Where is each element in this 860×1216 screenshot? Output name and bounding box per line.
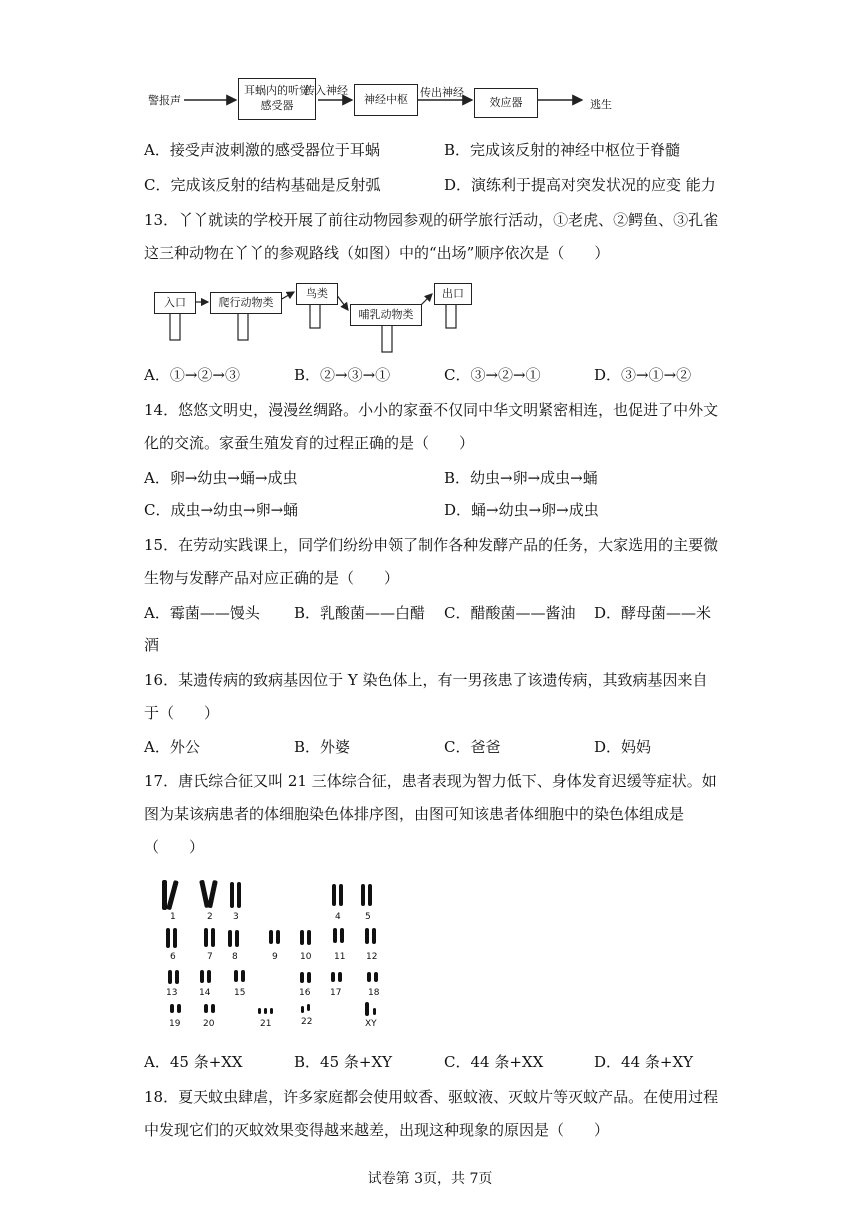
karyotype-label: 14: [199, 988, 211, 998]
q17-stem-line2: 图为某该病患者的体细胞染色体排序图，由图可知该患者体细胞中的染色体组成是: [144, 805, 685, 823]
karyotype-label: 2: [207, 912, 213, 922]
karyotype-label: 15: [234, 988, 246, 998]
q15-option-b[interactable]: B．乳酸菌——白醋: [294, 604, 426, 622]
reflex-arc-diagram: [140, 72, 660, 132]
center-box: [354, 84, 418, 116]
response-label: 逃生: [590, 98, 612, 111]
karyotype-label: 21: [260, 1019, 272, 1029]
q13-option-c[interactable]: C．③→②→①: [444, 366, 541, 384]
q15-stem-line2: 生物与发酵产品对应正确的是（ ）: [144, 569, 400, 587]
q15-stem-line1: 15．在劳动实践课上，同学们纷纷申领了制作各种发酵产品的任务，大家选用的主要微: [144, 536, 719, 554]
route-birds-label: 鸟类: [306, 287, 328, 300]
karyotype-label: 6: [170, 952, 176, 962]
karyotype-label: 5: [365, 912, 371, 922]
karyotype-label: 8: [232, 952, 238, 962]
q14-stem-line2: 化的交流。家蚕生殖发育的过程正确的是（ ）: [144, 434, 475, 452]
q17-option-c[interactable]: C．44 条+XX: [444, 1053, 544, 1071]
karyotype-label: 1: [170, 912, 176, 922]
q15-option-a[interactable]: A．霉菌——馒头: [144, 604, 260, 622]
q12-option-c[interactable]: C．完成该反射的结构基础是反射弧: [144, 176, 381, 194]
q17-stem-line1: 17．唐氏综合征又叫 21 三体综合征，患者表现为智力低下、身体发育迟缓等症状。如: [144, 772, 717, 790]
q17-option-a[interactable]: A．45 条+XX: [144, 1053, 243, 1071]
q17-option-d[interactable]: D．44 条+XY: [594, 1053, 694, 1071]
q16-option-d[interactable]: D．妈妈: [594, 738, 652, 756]
q17-stem-line3: （ ）: [144, 838, 205, 856]
route-mammals-label: 哺乳动物类: [358, 308, 414, 321]
route-birds: [296, 283, 338, 305]
karyotype-label: 7: [207, 952, 213, 962]
q17-option-b[interactable]: B．45 条+XY: [294, 1053, 393, 1071]
karyotype-label: 13: [166, 988, 178, 998]
q18-stem-line1: 18．夏天蚊虫肆虐，许多家庭都会使用蚊香、驱蚊液、灭蚊片等灭蚊产品。在使用过程: [144, 1088, 719, 1106]
karyotype-label: 3: [233, 912, 239, 922]
q12-option-d[interactable]: D．演练利于提高对突发状况的应变 能力: [444, 176, 716, 194]
q16-stem-line2: 于（ ）: [144, 704, 220, 722]
q14-stem-line1: 14．悠悠文明史，漫漫丝绸路。小小的家蚕不仅同中华文明紧密相连，也促进了中外文: [144, 401, 719, 419]
q12-option-a[interactable]: A．接受声波刺激的感受器位于耳蜗: [144, 141, 380, 159]
effector-label: 效应器: [489, 96, 523, 109]
q14-option-a[interactable]: A．卵→幼虫→蛹→成虫: [144, 469, 298, 487]
karyotype-label: 17: [330, 988, 342, 998]
karyotype-label: 10: [300, 952, 312, 962]
q14-option-d[interactable]: D．蛹→幼虫→卵→成虫: [444, 501, 599, 519]
route-mammals: [350, 304, 422, 326]
q13-option-d[interactable]: D．③→①→②: [594, 366, 692, 384]
q12-option-b[interactable]: B．完成该反射的神经中枢位于脊髓: [444, 141, 681, 159]
karyotype-label: 22: [301, 1017, 313, 1027]
q13-option-b[interactable]: B．②→③→①: [294, 366, 391, 384]
q14-option-c[interactable]: C．成虫→幼虫→卵→蛹: [144, 501, 299, 519]
karyotype-label: 9: [272, 952, 278, 962]
route-entrance-label: 入口: [164, 296, 186, 309]
karyotype-label: 11: [334, 952, 346, 962]
karyotype-label: 12: [366, 952, 378, 962]
q16-option-c[interactable]: C．爸爸: [444, 738, 501, 756]
q16-stem-line1: 16．某遗传病的致病基因位于 Y 染色体上，有一男孩患了该遗传病，其致病基因来自: [144, 671, 708, 689]
q15-option-d[interactable]: D．酵母菌——米: [594, 604, 712, 622]
q13-option-a[interactable]: A．①→②→③: [144, 366, 240, 384]
karyotype-label: 18: [368, 988, 380, 998]
efferent-label: 传出神经: [420, 86, 464, 99]
q15-option-d-wrap: 酒: [144, 636, 160, 654]
route-entrance: [154, 292, 196, 314]
q13-stem-line2: 这三种动物在丫丫的参观路线（如图）中的“出场”顺序依次是（ ）: [144, 244, 610, 262]
karyotype-label: 4: [335, 912, 341, 922]
page-footer: 试卷第 3页，共 7页: [367, 1171, 493, 1187]
q14-option-b[interactable]: B．幼虫→卵→成虫→蛹: [444, 469, 598, 487]
karyotype-label: XY: [365, 1019, 377, 1029]
q13-stem-line1: 13．丫丫就读的学校开展了前往动物园参观的研学旅行活动，①老虎、②鳄鱼、③孔雀: [144, 211, 719, 229]
q15-option-c[interactable]: C．醋酸菌——酱油: [444, 604, 576, 622]
karyotype-chromosomes: [148, 872, 388, 1034]
karyotype-label: 20: [203, 1019, 215, 1029]
q16-option-a[interactable]: A．外公: [144, 738, 200, 756]
receptor-label: 耳蜗内的听觉感受器: [244, 84, 310, 112]
route-exit: [434, 283, 472, 305]
effector-box: [474, 88, 538, 118]
q18-stem-line2: 中发现它们的灭蚊效果变得越来越差，出现这种现象的原因是（ ）: [144, 1121, 610, 1139]
afferent-label: 传入神经: [304, 84, 348, 97]
q16-option-b[interactable]: B．外婆: [294, 738, 351, 756]
stimulus-label: 警报声: [148, 94, 181, 107]
route-exit-label: 出口: [442, 287, 464, 300]
route-reptiles-label: 爬行动物类: [218, 296, 274, 309]
karyotype-label: 19: [169, 1019, 181, 1029]
zoo-route-diagram: [150, 280, 480, 358]
karyotype-figure: [148, 872, 388, 1034]
center-label: 神经中枢: [364, 93, 408, 106]
karyotype-label: 16: [299, 988, 311, 998]
route-reptiles: [210, 292, 282, 314]
